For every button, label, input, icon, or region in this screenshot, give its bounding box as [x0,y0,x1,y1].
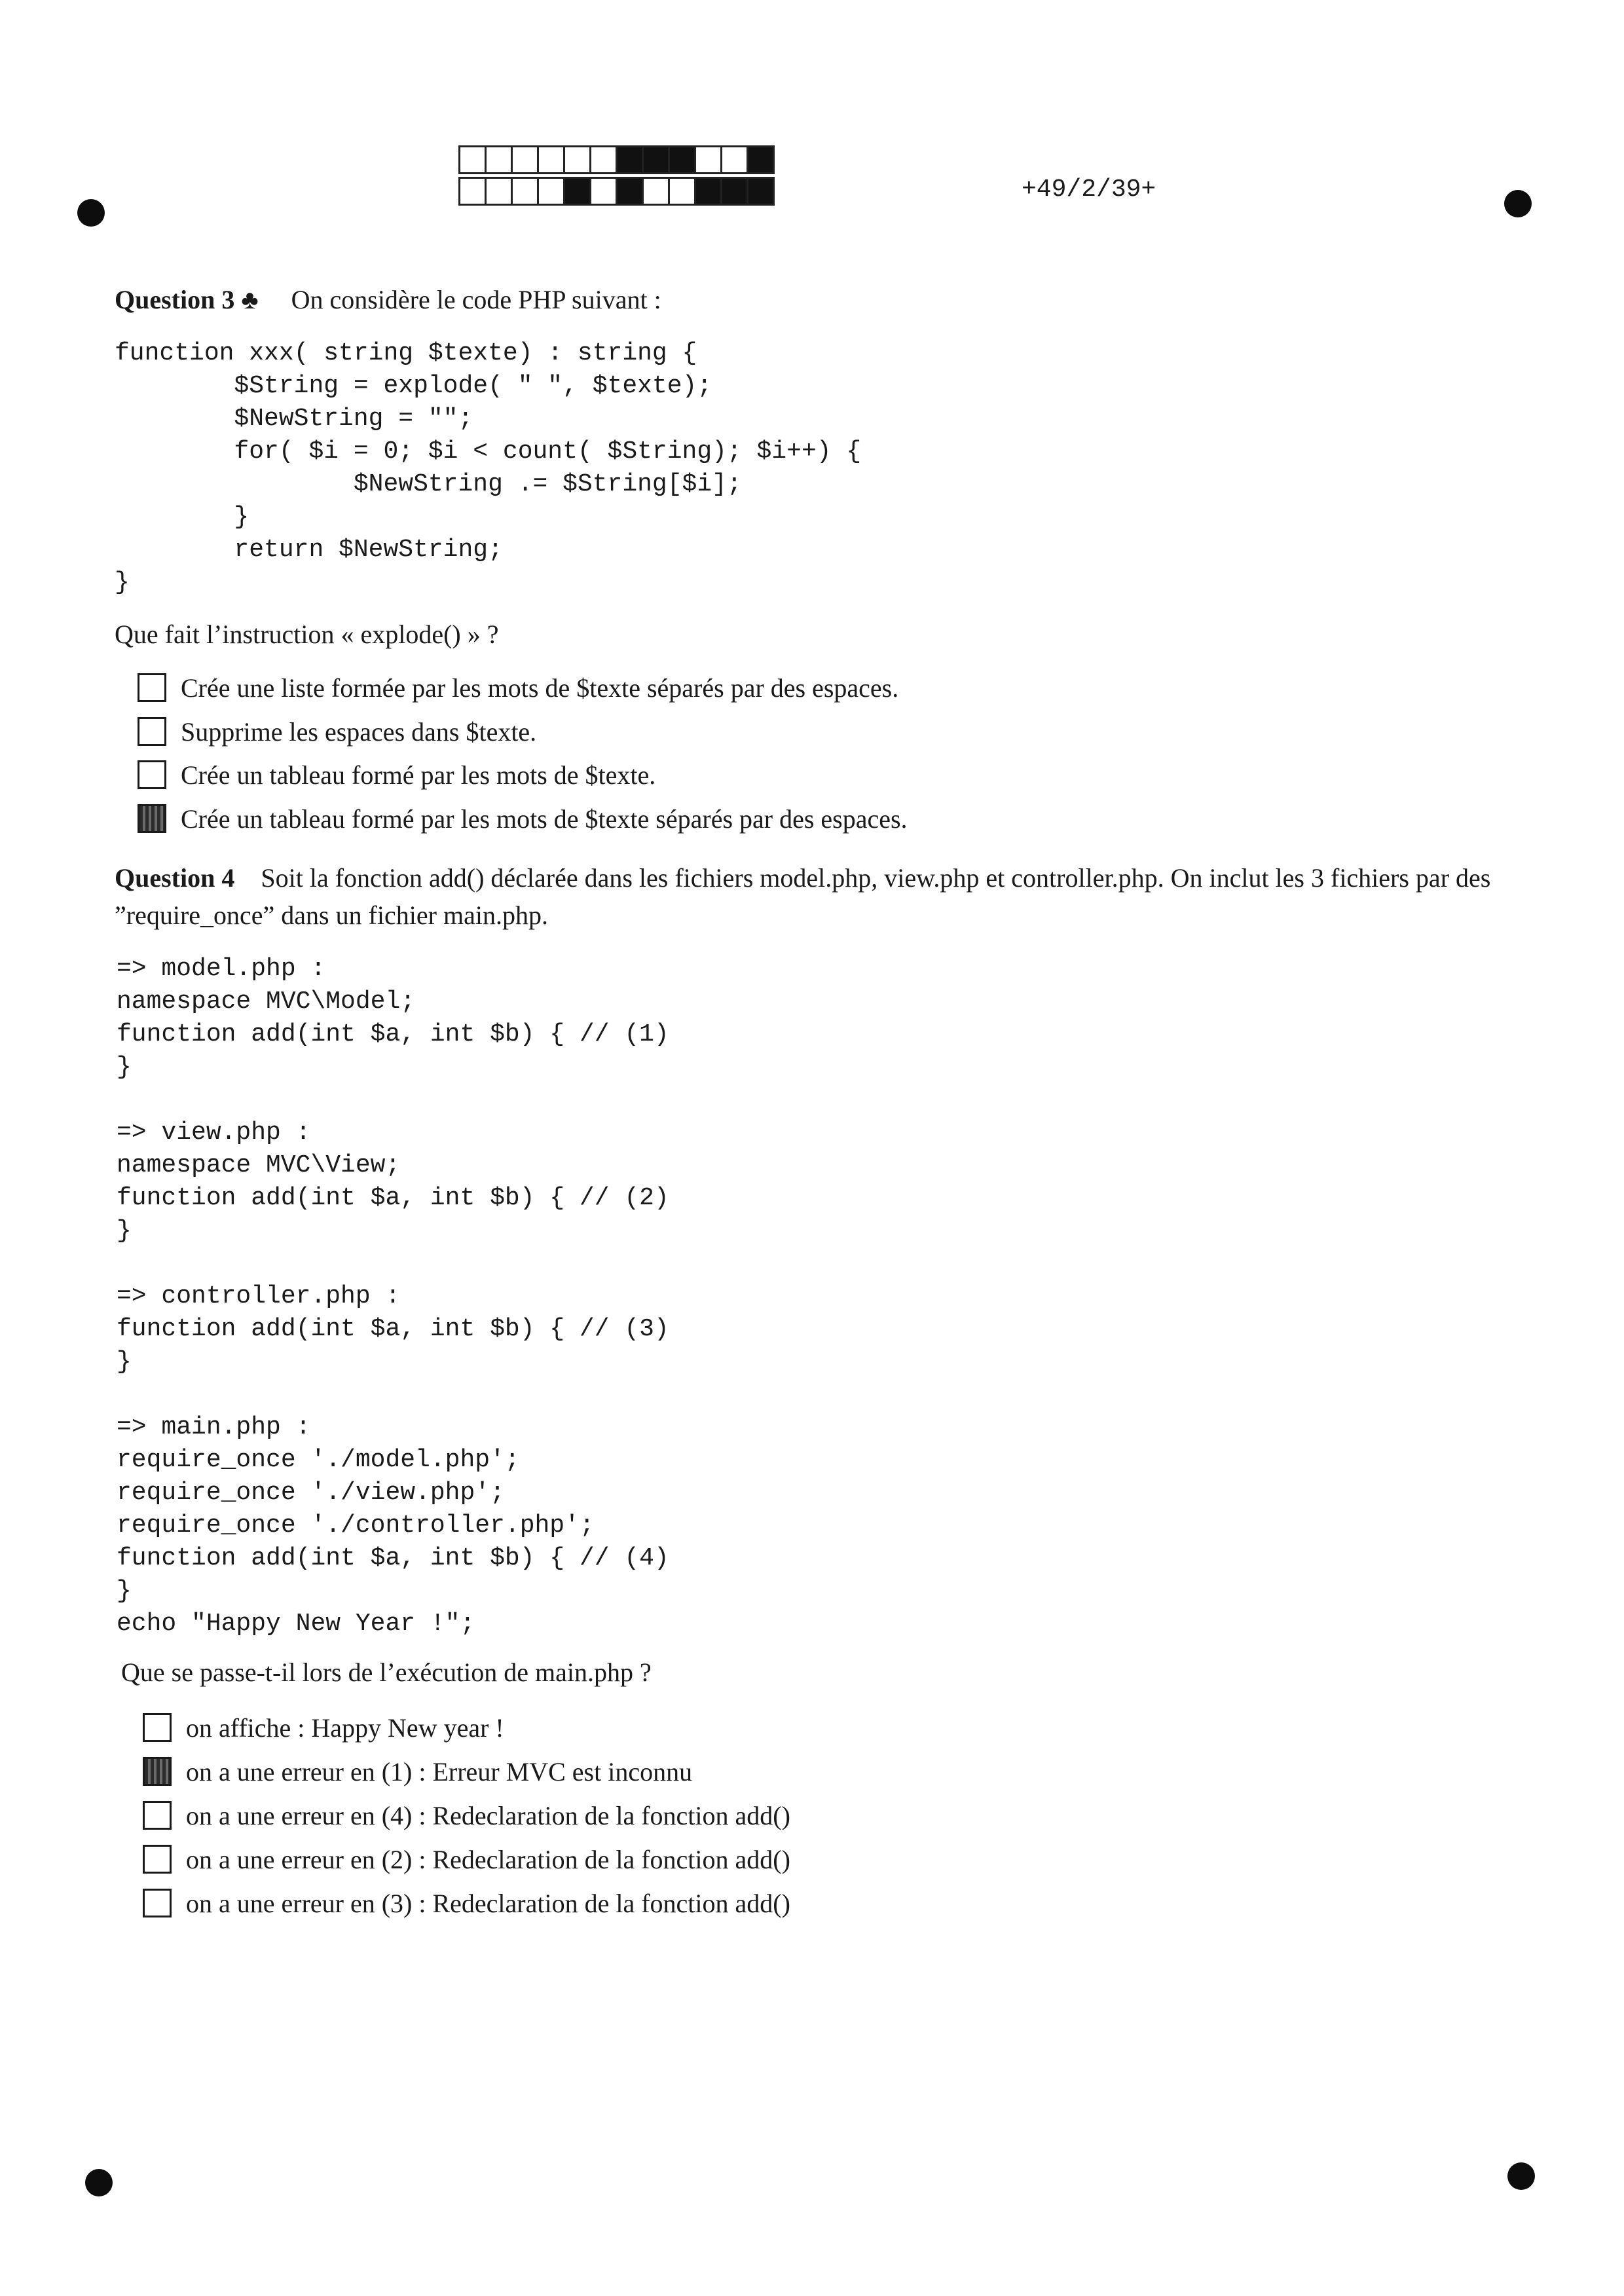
barcode-cell [618,179,644,204]
checkbox[interactable] [138,804,166,833]
question-label: Question 3 [115,285,235,314]
checkbox[interactable] [138,673,166,702]
barcode-row-1 [458,145,775,174]
answer-option[interactable] [143,1842,790,1876]
question-label: Question 4 [115,863,235,893]
club-icon: ♣ [241,285,259,314]
barcode-cell [565,179,591,204]
barcode-cell [487,147,513,172]
barcode-cell [722,147,748,172]
barcode-cell [460,147,487,172]
checkbox[interactable] [143,1757,172,1786]
option-label: on a une erreur en (3) : Redeclaration de la fonction add() [186,1888,790,1918]
answer-option[interactable] [143,1886,790,1920]
answer-option[interactable] [143,1711,504,1745]
answer-option[interactable] [138,758,655,792]
option-label: on a une erreur en (4) : Redeclaration de la fonction add() [186,1800,790,1830]
option-label: on a une erreur en (2) : Redeclaration de la fonction add() [186,1844,790,1874]
barcode-row-2 [458,177,775,206]
option-label: on affiche : Happy New year ! [186,1713,504,1743]
question-intro: On considère le code PHP suivant : [291,285,661,314]
question-intro: Soit la fonction add() déclarée dans les fichiers model.php, view.php et controller.php. On inclut les 3 fichiers par des ”require_once” dans un fichier main.php. [115,863,1491,930]
option-label: Crée un tableau formé par les mots de $texte. [181,760,656,790]
barcode-cell [696,147,722,172]
code-block-q4: => model.php : namespace MVC\Model; function add(int $a, int $b) { // (1) } => view.php : namespace MVC\View; function add(int $a, int $b) { // (2) } => controller.php : function add(int $a, int $b) { // (3) } => main.php : require_once './model.php'; require_once './view.php'; require_once './controller.php'; function add(int $a, int $b) { // (4) } echo "Happy New Year !"; [117,955,669,1638]
barcode-cell [696,179,722,204]
barcode-cell [670,179,696,204]
barcode-cell [670,147,696,172]
checkbox[interactable] [143,1801,172,1830]
barcode-cell [539,147,565,172]
question-3-prompt: Que fait l’instruction « explode() » ? [115,620,499,649]
barcode-cell [565,147,591,172]
corner-mark-top-left [77,199,105,227]
code-block-q3: function xxx( string $texte) : string { $String = explode( " ", $texte); $NewString = ""; for( $i = 0; $i < count( $String); $i++) { $NewString .= $String[$i]; } return $NewString; } [115,339,862,597]
question-4-prompt: Que se passe-t-il lors de l’exécution de main.php ? [121,1657,652,1687]
checkbox[interactable] [138,717,166,746]
barcode-cell [748,147,773,172]
option-label: Crée une liste formée par les mots de $texte séparés par des espaces. [181,673,899,703]
corner-mark-top-right [1504,190,1532,217]
checkbox[interactable] [143,1713,172,1742]
answer-option[interactable] [138,802,908,836]
checkbox[interactable] [138,760,166,789]
page-id: +49/2/39+ [1022,176,1156,204]
question-3-heading [115,284,661,315]
checkbox[interactable] [143,1889,172,1917]
barcode-cell [618,147,644,172]
option-label: on a une erreur en (1) : Erreur MVC est inconnu [186,1756,693,1787]
barcode-cell [460,179,487,204]
checkbox[interactable] [143,1845,172,1874]
barcode-cell [748,179,773,204]
corner-mark-bottom-left [85,2169,113,2196]
answer-option[interactable] [143,1798,790,1832]
corner-mark-bottom-right [1507,2162,1535,2190]
barcode-cell [722,179,748,204]
option-label: Crée un tableau formé par les mots de $texte séparés par des espaces. [181,804,908,834]
answer-option[interactable] [138,671,898,705]
barcode-cell [644,179,670,204]
answer-option[interactable] [143,1754,692,1788]
barcode-cell [591,179,618,204]
barcode-cell [513,179,539,204]
answer-option[interactable] [138,714,536,749]
barcode-cell [513,147,539,172]
barcode-cell [539,179,565,204]
question-4-heading [115,859,1516,934]
barcode-cell [591,147,618,172]
option-label: Supprime les espaces dans $texte. [181,716,537,747]
barcode-cell [487,179,513,204]
barcode-cell [644,147,670,172]
